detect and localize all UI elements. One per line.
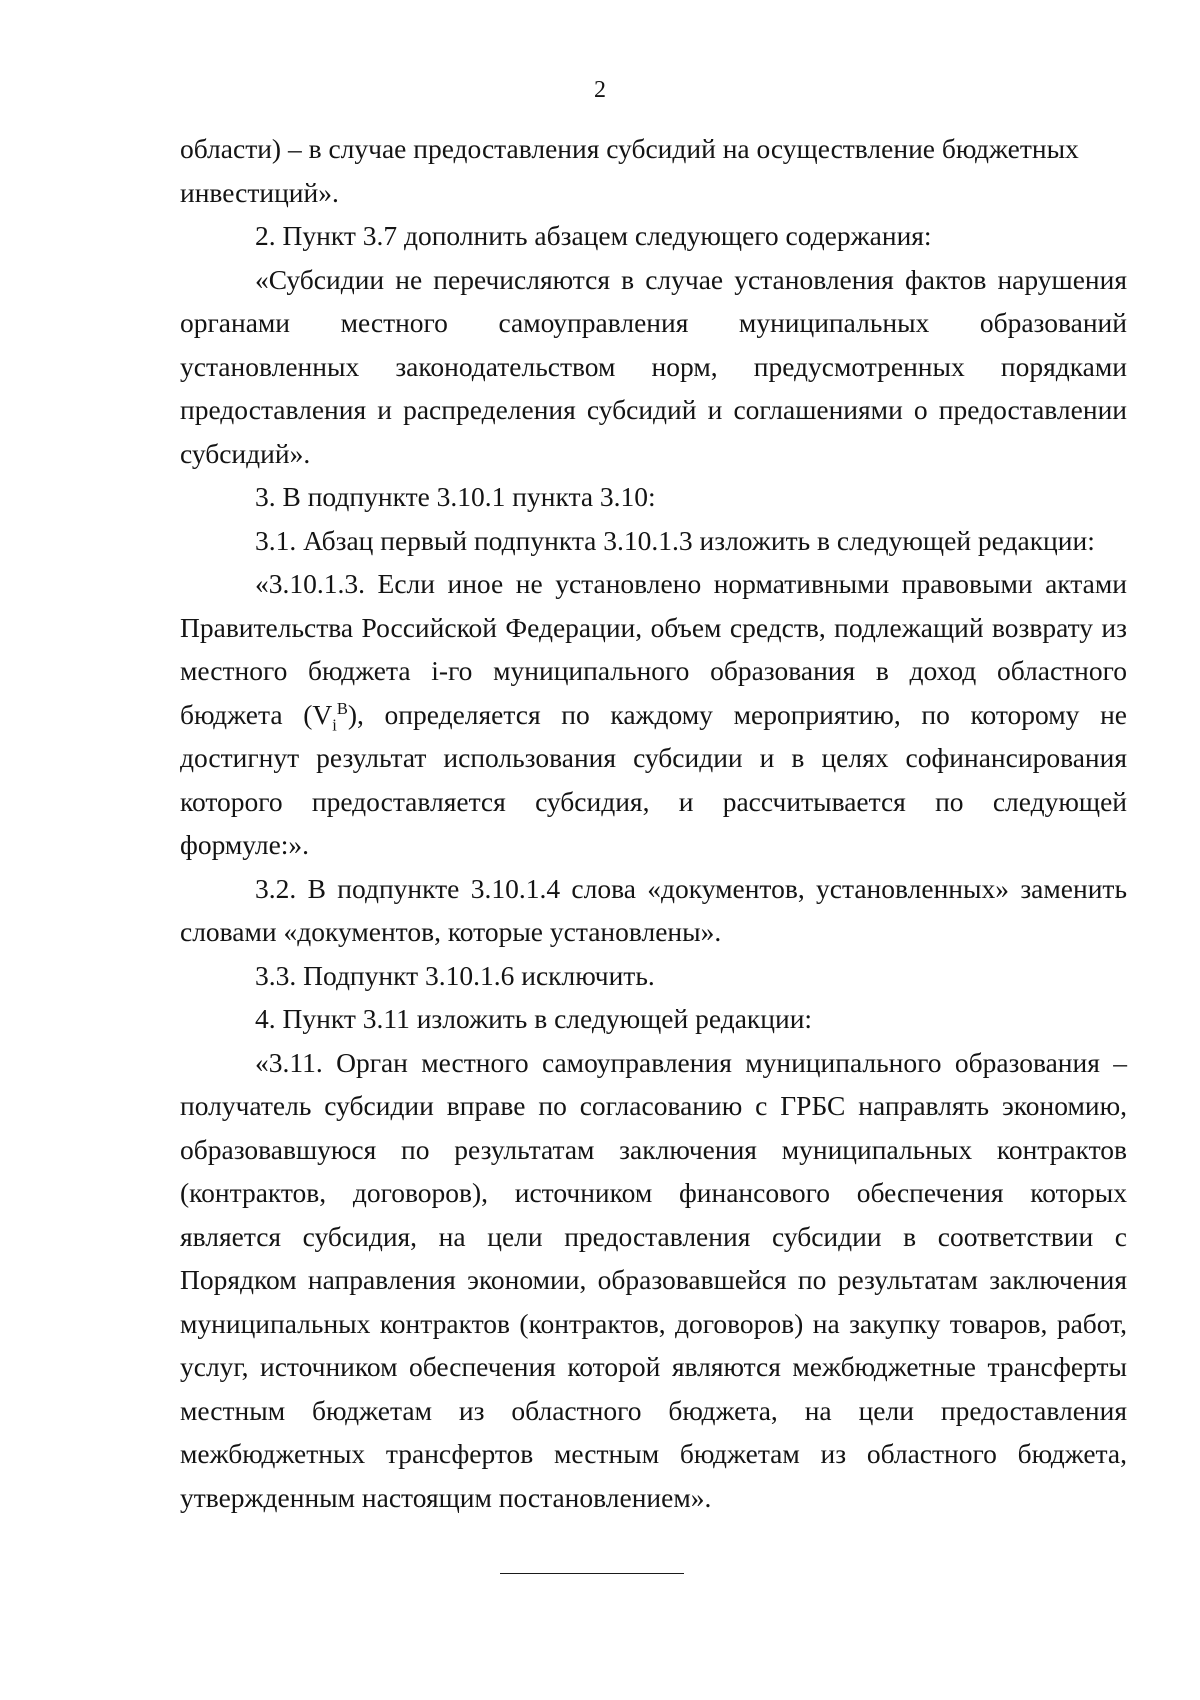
paragraph-item-3-1: 3.1. Абзац первый подпункта 3.10.1.3 изложить в следующей редакции: [255, 524, 1095, 556]
formula-subscript: i [332, 715, 337, 734]
paragraph-item-3-2: 3.2. В подпункте 3.10.1.4 слова «документов, установленных» заменить словами «документов, которые установлены». [180, 872, 1127, 947]
paragraph-item-3: 3. В подпункте 3.10.1 пункта 3.10: [255, 481, 656, 512]
paragraph-quote-3-11: «3.11. Орган местного самоуправления муниципального образования – получатель субсидии вправе по согласованию с ГРБС направлять экономию, образовавшуюся по результатам заключения муниципальных контрактов (контрактов, договоров), источником финансового обеспечения которых является субсидия, на цели предоставления субсидии в соответствии с Порядком направления экономии, образовавшейся по результатам заключения муниципальных контрактов (контрактов, договоров) на закупку товаров, работ, услуг, источником обеспечения которой являются межбюджетные трансферты местным бюджетам из областного бюджета, на цели предоставления межбюджетных трансфертов местным бюджетам из областного бюджета, утвержденным настоящим постановлением». [180, 1046, 1127, 1513]
paragraph-item-3-3: 3.3. Подпункт 3.10.1.6 исключить. [255, 959, 655, 991]
paragraph-quote-3-7: «Субсидии не перечисляются в случае установления фактов нарушения органами местного самоуправления муниципальных образований установленных законодательством норм, предусмотренных порядками предоставления и распределения субсидий и соглашениями о предоставлении субсидий». [180, 263, 1127, 469]
page-number: 2 [594, 77, 606, 103]
end-of-text-rule [500, 1573, 684, 1574]
paragraph-item-2: 2. Пункт 3.7 дополнить абзацем следующего содержания: [255, 220, 932, 251]
document-body [180, 127, 1127, 1519]
formula-text-before: «3.10.1.3. Если иное не установлено нормативными правовыми актами Правительства Российской Федерации, объем средств, подлежащий возврату из местного бюджета i-го муниципального образования в доход областного бюджета (V [180, 568, 1127, 730]
formula-superscript: B [336, 698, 348, 718]
paragraph-quote-3-10-1-3 [180, 562, 1127, 867]
paragraph-continuation: области) – в случае предоставления субсидий на осуществление бюджетных инвестиций». [180, 133, 1079, 208]
formula-text-after: ), определяется по каждому мероприятию, по которому не достигнут результат использования субсидии и в целях софинансирования которого предоставляется субсидия, и рассчитывается по следующей формуле:». [180, 698, 1127, 860]
paragraph-item-4: 4. Пункт 3.11 изложить в следующей редакции: [255, 1003, 813, 1034]
